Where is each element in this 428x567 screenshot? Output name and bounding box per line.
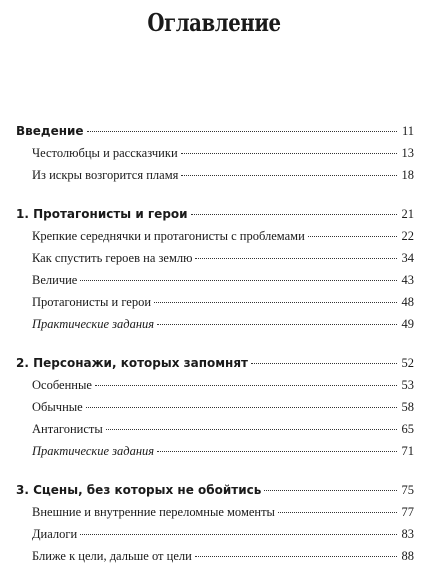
toc-entry-label: Ближе к цели, дальше от цели: [32, 549, 192, 563]
toc-page-number: 88: [401, 549, 414, 563]
section-gap: [16, 186, 414, 203]
toc-entry-label: 3. Сцены, без которых не обойтись: [16, 483, 262, 497]
dot-leader: [195, 556, 397, 557]
toc-page-number: 18: [401, 168, 414, 182]
toc-chapter-entry[interactable]: [16, 352, 414, 374]
dot-leader: [157, 324, 397, 325]
toc-entry-label: Антагонисты: [32, 422, 103, 436]
toc-page-number: 71: [401, 444, 414, 458]
dot-leader: [181, 175, 397, 176]
toc-entry-label: Особенные: [32, 378, 92, 392]
toc-section-entry[interactable]: [16, 440, 414, 462]
toc-page-number: 53: [401, 378, 414, 392]
toc-section-entry[interactable]: [16, 501, 414, 523]
page-title: Оглавление: [147, 8, 281, 37]
toc-section-entry[interactable]: [16, 225, 414, 247]
toc-page-number: 34: [401, 251, 414, 265]
dot-leader: [181, 153, 397, 154]
toc-page-number: 65: [401, 422, 414, 436]
dot-leader: [191, 214, 397, 215]
dot-leader: [87, 131, 397, 132]
dot-leader: [195, 258, 397, 259]
toc-entry-label: Из искры возгорится пламя: [32, 168, 179, 182]
dot-leader: [278, 512, 397, 513]
dot-leader: [86, 407, 397, 408]
toc-page-number: 22: [401, 229, 414, 243]
dot-leader: [95, 385, 397, 386]
toc-entry-label: Практические задания: [32, 444, 155, 458]
toc-page-number: 49: [401, 317, 414, 331]
toc-entry-label: 1. Протагонисты и герои: [16, 207, 188, 221]
toc-entry-label: Честолюбцы и рассказчики: [32, 146, 178, 160]
toc-page-number: 75: [401, 483, 414, 497]
toc-section-entry[interactable]: [16, 418, 414, 440]
toc-section-entry[interactable]: [16, 523, 414, 545]
toc-section-entry[interactable]: [16, 545, 414, 567]
dot-leader: [80, 280, 397, 281]
toc-page-number: 21: [401, 207, 414, 221]
toc-section-entry[interactable]: [16, 164, 414, 186]
toc-page-number: 77: [401, 505, 414, 519]
toc-entry-label: 2. Персонажи, которых запомнят: [16, 356, 249, 370]
toc-entry-label: Введение: [16, 124, 84, 138]
toc-section-entry[interactable]: [16, 313, 414, 335]
dot-leader: [80, 534, 397, 535]
section-gap: [16, 335, 414, 352]
toc-section-entry[interactable]: [16, 396, 414, 418]
toc-entry-label: Как спустить героев на землю: [32, 251, 193, 265]
toc-entry-label: Внешние и внутренние переломные моменты: [32, 505, 275, 519]
toc-section-entry[interactable]: [16, 374, 414, 396]
section-gap: [16, 462, 414, 479]
toc-entry-label: Величие: [32, 273, 78, 287]
toc-section-entry[interactable]: [16, 247, 414, 269]
toc-chapter-entry[interactable]: [16, 479, 414, 501]
dot-leader: [308, 236, 397, 237]
toc-page-number: 43: [401, 273, 414, 287]
dot-leader: [154, 302, 397, 303]
toc-entry-label: Диалоги: [32, 527, 78, 541]
toc-page-number: 11: [401, 124, 414, 138]
toc-entry-label: Крепкие середнячки и протагонисты с проблемами: [32, 229, 305, 243]
toc-chapter-entry[interactable]: [16, 203, 414, 225]
toc-section-entry[interactable]: [16, 142, 414, 164]
table-of-contents: [16, 120, 414, 567]
toc-section-entry[interactable]: [16, 269, 414, 291]
toc-entry-label: Практические задания: [32, 317, 155, 331]
toc-page-number: 83: [401, 527, 414, 541]
dot-leader: [157, 451, 397, 452]
toc-chapter-entry[interactable]: [16, 120, 414, 142]
dot-leader: [264, 490, 397, 491]
toc-page-number: 52: [401, 356, 414, 370]
dot-leader: [251, 363, 397, 364]
toc-page-number: 48: [401, 295, 414, 309]
toc-page-number: 13: [401, 146, 414, 160]
dot-leader: [106, 429, 397, 430]
toc-page-number: 58: [401, 400, 414, 414]
toc-section-entry[interactable]: [16, 291, 414, 313]
toc-entry-label: Протагонисты и герои: [32, 295, 152, 309]
toc-entry-label: Обычные: [32, 400, 83, 414]
